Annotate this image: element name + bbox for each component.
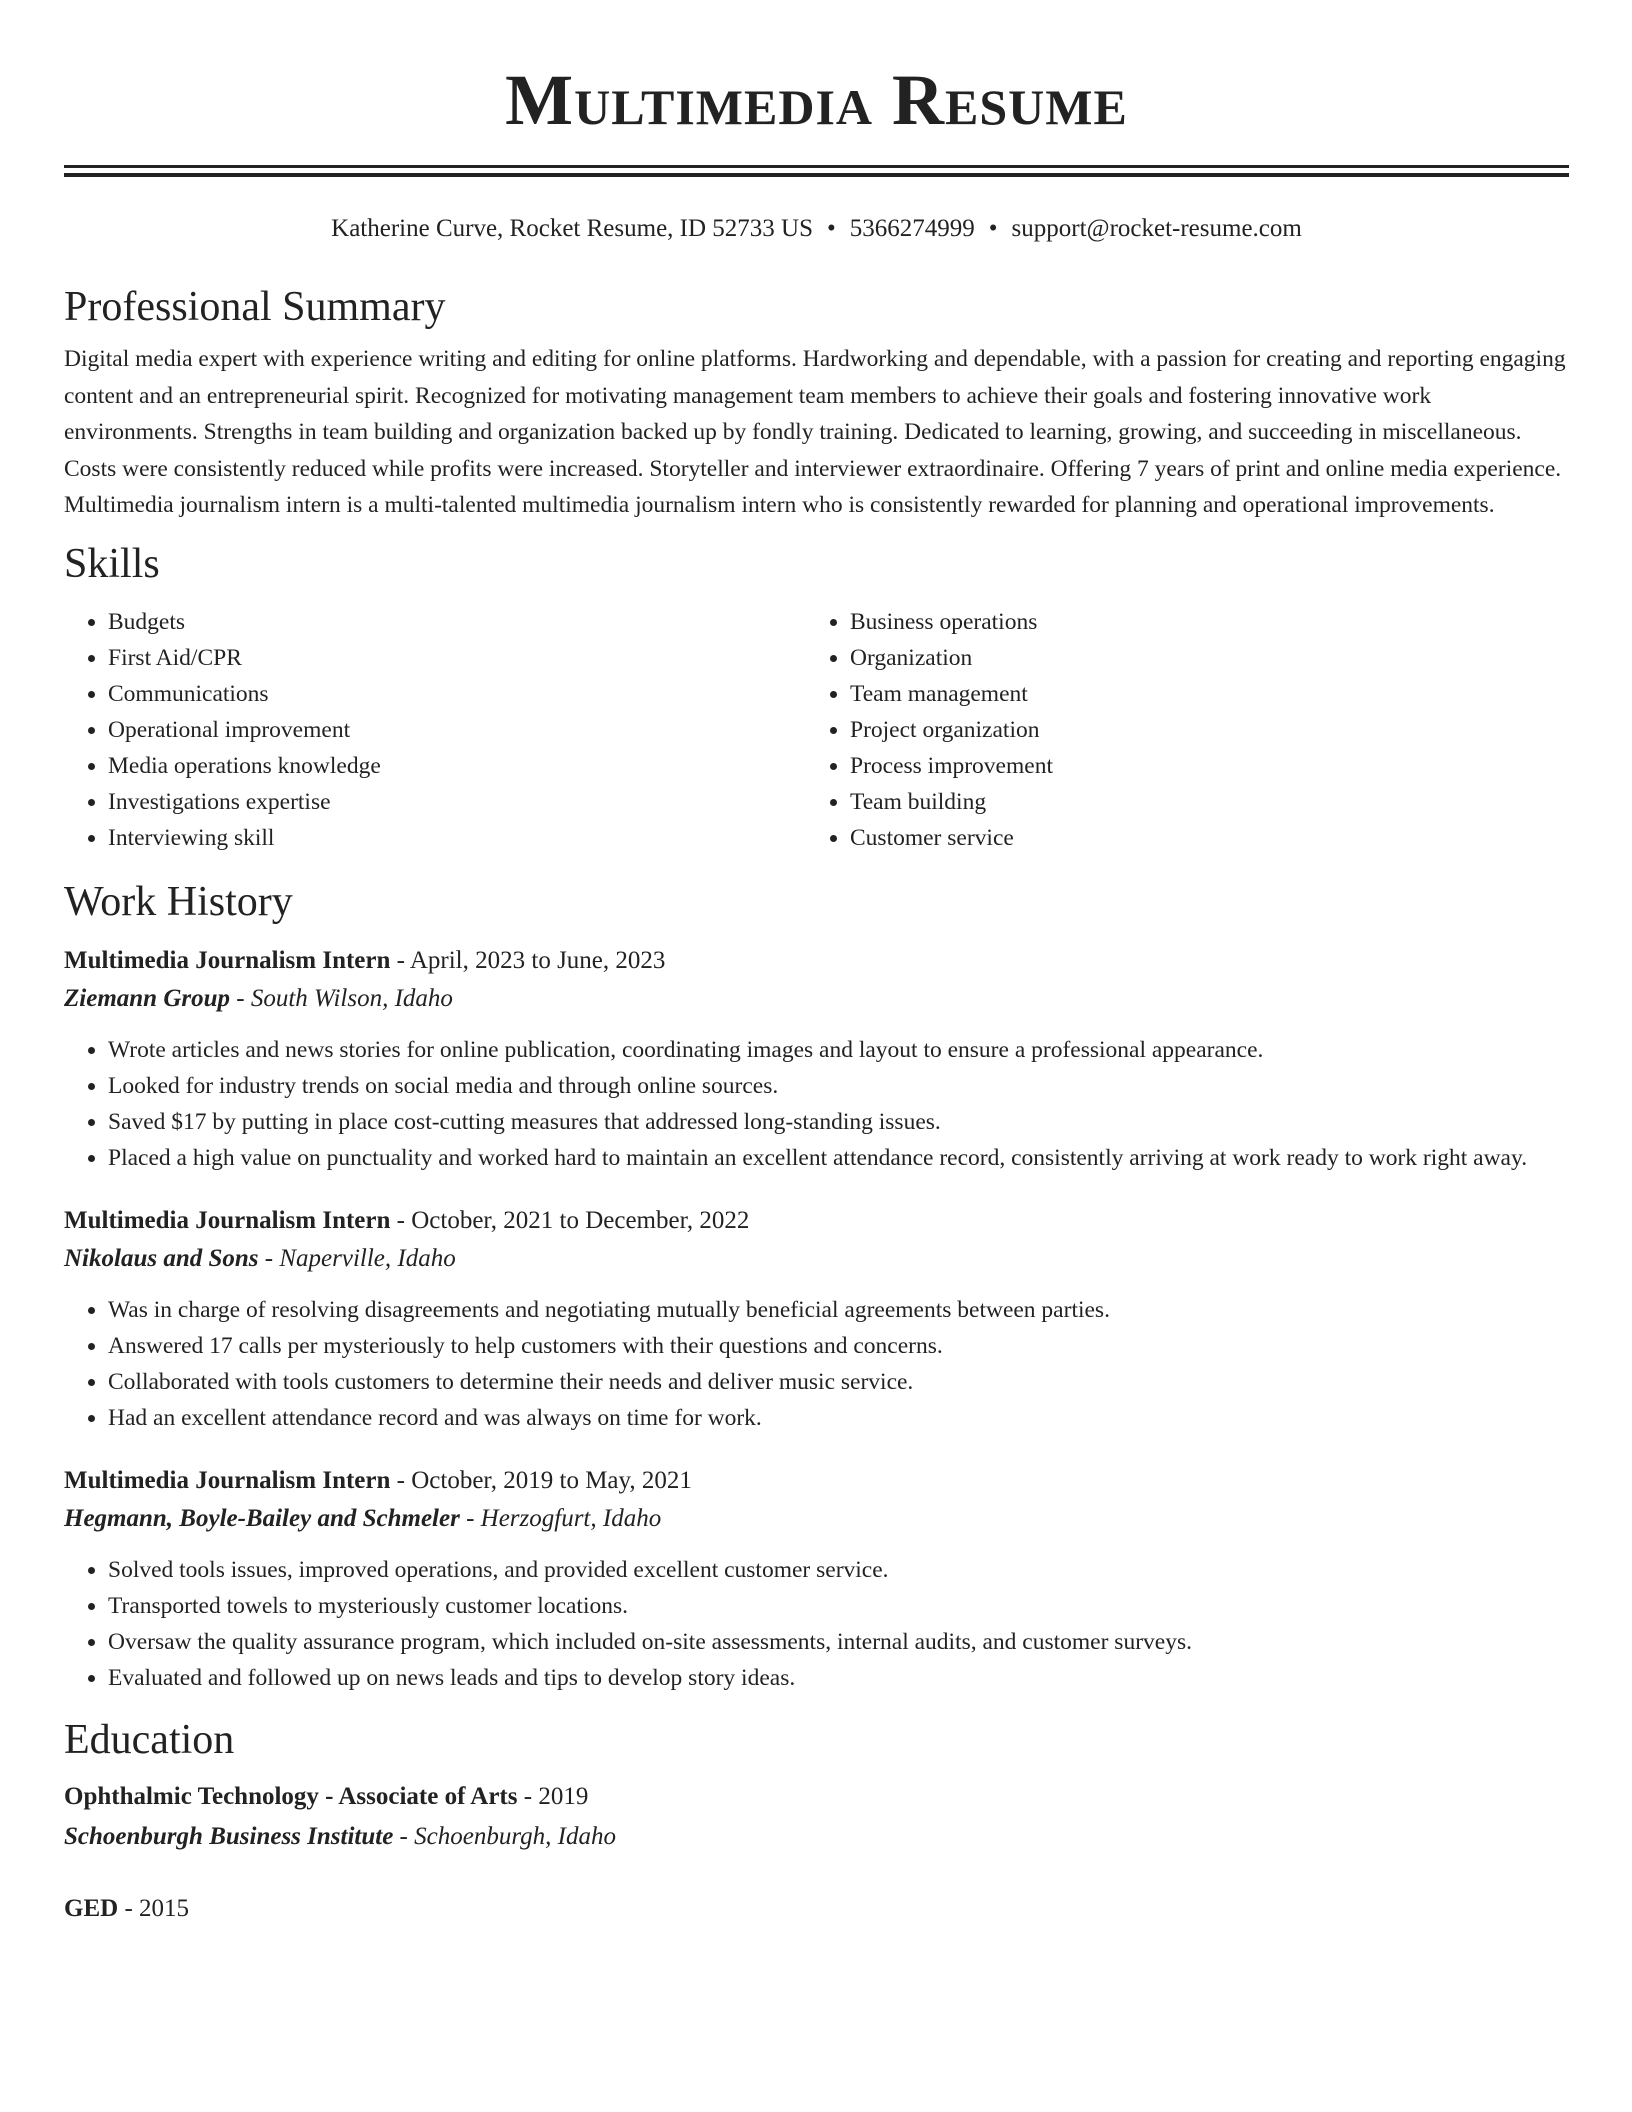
job-bullet: • Saved $17 by putting in place cost-cutting measures that addressed long-standing issues. [108,1104,1569,1140]
resume-title: Multimedia Resume [505,60,1128,140]
job-bullet: • Collaborated with tools customers to determine their needs and deliver music service. [108,1364,1569,1400]
job-bullet: • Solved tools issues, improved operations, and provided excellent customer service. [108,1552,1569,1588]
job-company: Hegmann, Boyle-Bailey and Schmeler [64,1504,460,1532]
job-bullet: • Looked for industry trends on social media and through online sources. [108,1068,1569,1104]
education-degree: GED [64,1894,119,1922]
skills-column-right [806,604,1548,856]
job-company-line [64,1240,1569,1278]
job-title-line [64,1202,1569,1240]
section-heading-summary: Professional Summary [64,284,446,330]
job-location: - Herzogfurt, Idaho [459,1504,662,1532]
job-company: Ziemann Group [64,984,231,1012]
job-entry [64,942,1569,1176]
job-bullets [64,1032,1569,1176]
title-divider-thick [64,165,1569,168]
skill-item: • Interviewing skill [108,820,806,856]
job-bullet: • Wrote articles and news stories for online publication, coordinating images and layout to ensure a professional appearance. [108,1032,1569,1068]
skill-item: • Operational improvement [108,712,806,748]
skill-item: • Customer service [850,820,1548,856]
education-year: - 2015 [118,1894,190,1922]
job-location: - Naperville, Idaho [258,1244,456,1272]
skill-item: • Process improvement [850,748,1548,784]
skill-item: • Team building [850,784,1548,820]
education-degree: Ophthalmic Technology - Associate of Arts [64,1782,518,1810]
job-bullets [64,1552,1569,1696]
job-dates: - October, 2021 to December, 2022 [390,1206,750,1234]
job-company: Nikolaus and Sons [64,1244,259,1272]
job-bullet: • Placed a high value on punctuality and worked hard to maintain an excellent attendance record, consistently arriving at work ready to work right away. [108,1140,1569,1176]
job-company-line [64,980,1569,1018]
section-heading-education: Education [64,1716,235,1763]
skill-item: • Organization [850,640,1548,676]
education-school: Schoenburgh Business Institute [64,1822,394,1850]
job-bullet: • Transported towels to mysteriously customer locations. [108,1588,1569,1624]
job-bullet: • Oversaw the quality assurance program, which included on-site assessments, internal audits, and customer surveys. [108,1624,1569,1660]
job-bullet: • Answered 17 calls per mysteriously to help customers with their questions and concerns. [108,1328,1569,1364]
skills-column-left [64,604,806,856]
contact-email: support@rocket-resume.com [1011,215,1302,242]
contact-address: Katherine Curve, Rocket Resume, ID 52733 US [331,215,814,242]
skills-list [64,604,1569,856]
education-location: - Schoenburgh, Idaho [393,1822,616,1850]
job-dates: - October, 2019 to May, 2021 [390,1466,692,1494]
job-title: Multimedia Journalism Intern [64,1466,391,1494]
resume-page [64,0,1569,1928]
contact-separator: • [988,215,998,242]
skill-item: • Project organization [850,712,1548,748]
job-entry [64,1462,1569,1696]
job-bullet: • Evaluated and followed up on news leads and tips to develop story ideas. [108,1660,1569,1696]
title-divider-thin [64,173,1569,177]
skill-item: • Investigations expertise [108,784,806,820]
summary-text: Digital media expert with experience writing and editing for online platforms. Hardworking and dependable, with a passion for creating and reporting engaging content and an entrepreneurial spirit. Recognized for motivating management team members to achieve their goals and fostering innovative work environments. Strengths in team building and organization backed up by fondly training. Dedicated to learning, growing, and succeeding in miscellaneous. Costs were consistently reduced while profits were increased. Storyteller and interviewer extraordinaire. Offering 7 years of print and online media experience. Multimedia journalism intern is a multi-talented multimedia journalism intern who is consistently rewarded for planning and operational improvements. [64,346,1566,518]
section-heading-skills: Skills [64,540,160,587]
contact-separator: • [827,215,836,242]
job-bullet: • Was in charge of resolving disagreements and negotiating mutually beneficial agreements between parties. [108,1292,1569,1328]
contact-line [64,213,1569,245]
job-location: - South Wilson, Idaho [230,984,453,1012]
job-bullets [64,1292,1569,1436]
job-entry [64,1202,1569,1436]
education-degree-line [64,1778,1569,1816]
education-year: - 2019 [517,1782,589,1810]
job-title-line [64,942,1569,980]
job-title: Multimedia Journalism Intern [64,946,391,974]
contact-phone: 5366274999 [849,215,975,242]
skill-item: • Budgets [108,604,806,640]
job-title: Multimedia Journalism Intern [64,1206,391,1234]
job-title-line [64,1462,1569,1500]
education-degree-line [64,1890,1569,1928]
job-bullet: • Had an excellent attendance record and was always on time for work. [108,1400,1569,1436]
job-company-line [64,1500,1569,1538]
skill-item: • Communications [108,676,806,712]
section-heading-work-history: Work History [64,878,293,925]
skill-item: • Business operations [850,604,1548,640]
education-entry [64,1778,1569,1856]
skill-item: • Media operations knowledge [108,748,806,784]
skill-item: • First Aid/CPR [108,640,806,676]
education-entry [64,1890,1569,1928]
education-school-line [64,1818,1569,1856]
job-dates: - April, 2023 to June, 2023 [390,946,666,974]
skill-item: • Team management [850,676,1548,712]
